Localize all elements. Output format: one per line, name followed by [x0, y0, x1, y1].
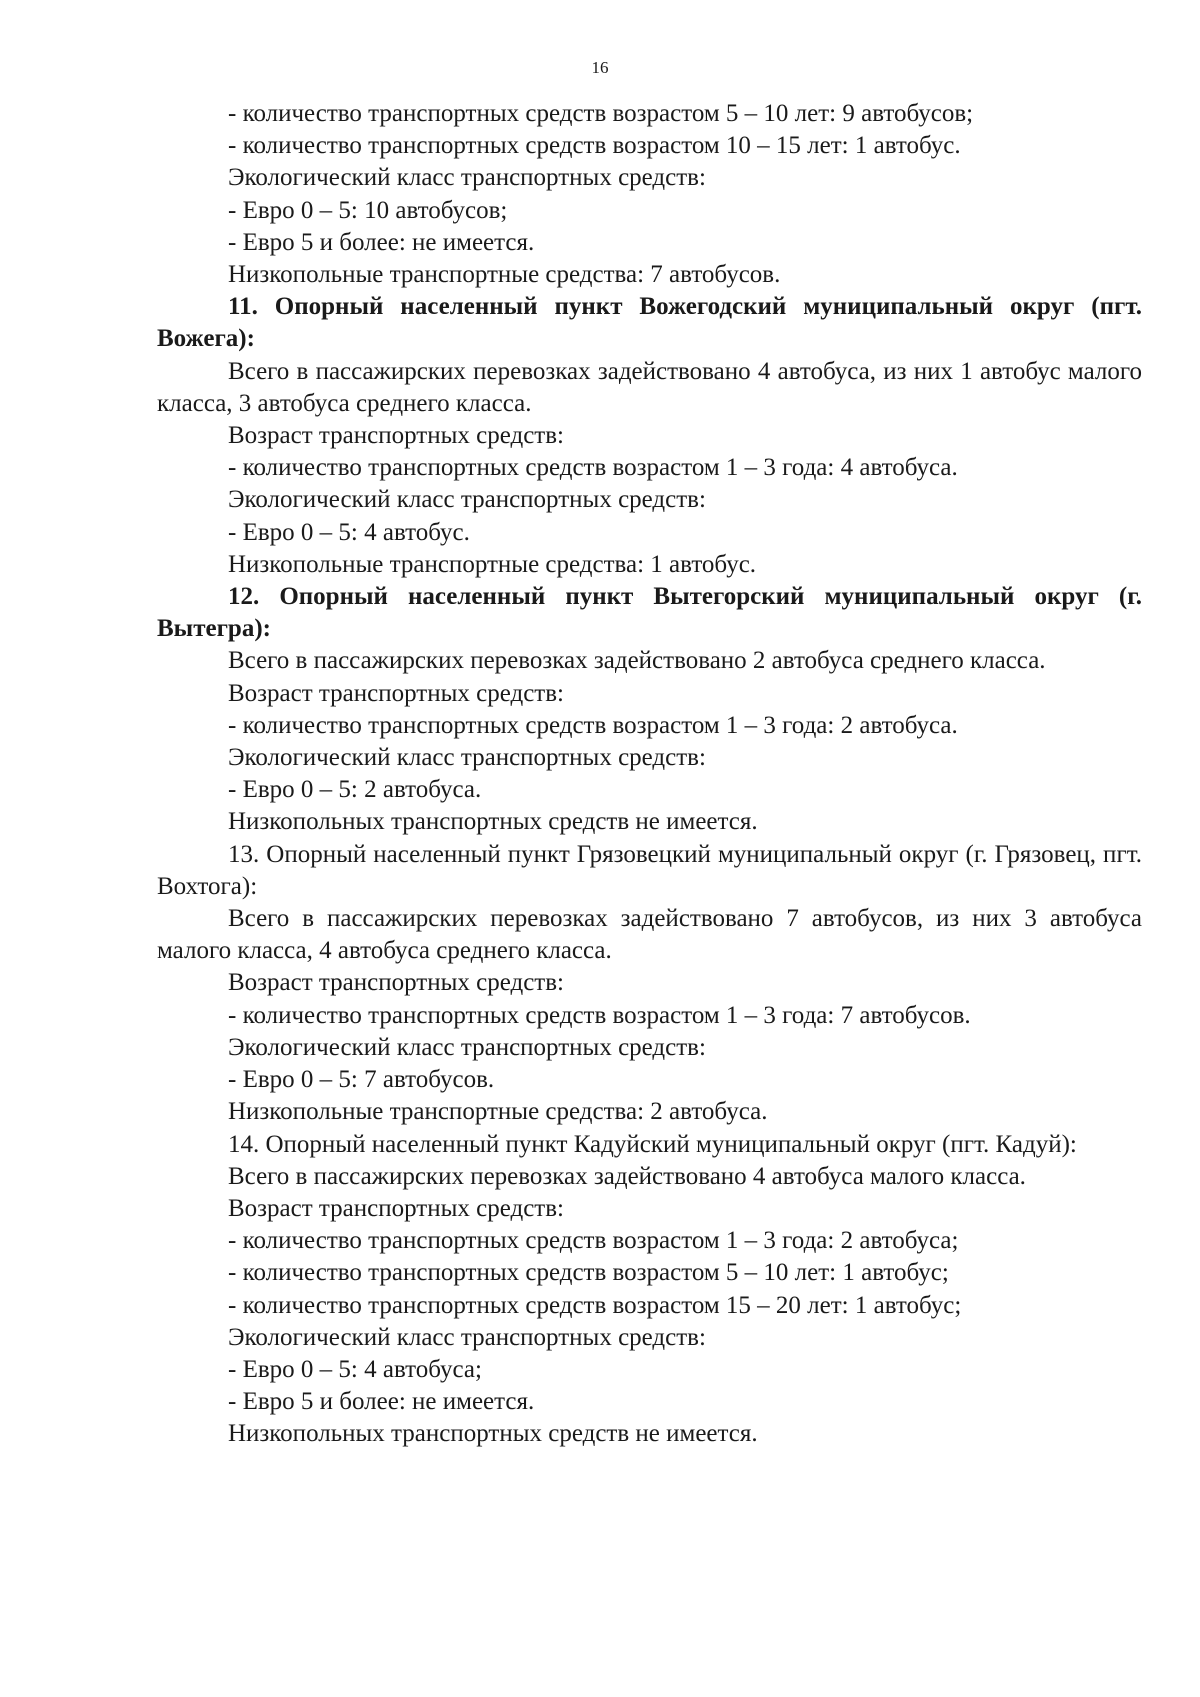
paragraph: Экологический класс транспортных средств: — [228, 486, 706, 514]
list-item: - Евро 0 – 5: 4 автобус. — [228, 518, 470, 546]
list-item: - Евро 5 и более: не имеется. — [228, 1388, 535, 1416]
list-item: - количество транспортных средств возрастом 1 – 3 года: 2 автобуса. — [228, 711, 958, 739]
page-number: 16 — [591, 58, 609, 77]
paragraph: Возраст транспортных средств: — [228, 1194, 564, 1222]
section-heading: 11. Опорный населенный пункт Вожегодский муниципальный округ (пгт. Вожега): — [157, 293, 1142, 353]
list-item: - количество транспортных средств возрастом 1 – 3 года: 2 автобуса; — [228, 1227, 959, 1255]
section-heading: 14. Опорный населенный пункт Кадуйский муниципальный округ (пгт. Кадуй): — [228, 1130, 1077, 1158]
list-item: - Евро 5 и более: не имеется. — [228, 228, 535, 256]
paragraph: Возраст транспортных средств: — [228, 422, 564, 450]
paragraph: Всего в пассажирских перевозках задействовано 2 автобуса среднего класса. — [228, 647, 1046, 675]
document-body — [157, 98, 1142, 1451]
paragraph: Всего в пассажирских перевозках задействовано 4 автобуса малого класса. — [228, 1162, 1026, 1190]
paragraph: Низкопольных транспортных средств не имеется. — [228, 808, 758, 836]
paragraph: Возраст транспортных средств: — [228, 969, 564, 997]
paragraph: Низкопольные транспортные средства: 7 автобусов. — [228, 261, 781, 289]
paragraph: Низкопольные транспортные средства: 2 автобуса. — [228, 1098, 768, 1126]
paragraph: Экологический класс транспортных средств: — [228, 744, 706, 772]
paragraph: Экологический класс транспортных средств: — [228, 164, 706, 192]
section-heading: 13. Опорный населенный пункт Грязовецкий муниципальный округ (г. Грязовец, пгт. Вохтога): — [157, 840, 1142, 900]
list-item: - количество транспортных средств возрастом 15 – 20 лет: 1 автобус; — [228, 1291, 962, 1319]
paragraph: Экологический класс транспортных средств: — [228, 1323, 706, 1351]
list-item: - количество транспортных средств возрастом 5 – 10 лет: 9 автобусов; — [228, 100, 974, 127]
list-item: - Евро 0 – 5: 7 автобусов. — [228, 1066, 495, 1094]
paragraph: Низкопольных транспортных средств не имеется. — [228, 1420, 758, 1448]
list-item: - Евро 0 – 5: 2 автобуса. — [228, 776, 482, 804]
paragraph: Низкопольные транспортные средства: 1 автобус. — [228, 550, 757, 578]
paragraph: Возраст транспортных средств: — [228, 679, 564, 707]
list-item: - количество транспортных средств возрастом 5 – 10 лет: 1 автобус; — [228, 1259, 949, 1287]
paragraph: Всего в пассажирских перевозках задействовано 4 автобуса, из них 1 автобус малого класса, 3 автобуса среднего класса. — [157, 357, 1142, 417]
paragraph: Всего в пассажирских перевозках задействовано 7 автобусов, из них 3 автобуса малого класса, 4 автобуса среднего класса. — [157, 905, 1142, 965]
list-item: - количество транспортных средств возрастом 1 – 3 года: 7 автобусов. — [228, 1001, 971, 1029]
paragraph: Экологический класс транспортных средств: — [228, 1033, 706, 1061]
list-item: - Евро 0 – 5: 4 автобуса; — [228, 1355, 482, 1383]
section-heading: 12. Опорный населенный пункт Вытегорский муниципальный округ (г. Вытегра): — [157, 583, 1142, 643]
list-item: - количество транспортных средств возрастом 1 – 3 года: 4 автобуса. — [228, 454, 958, 482]
list-item: - количество транспортных средств возрастом 10 – 15 лет: 1 автобус. — [228, 132, 961, 160]
list-item: - Евро 0 – 5: 10 автобусов; — [228, 196, 508, 224]
